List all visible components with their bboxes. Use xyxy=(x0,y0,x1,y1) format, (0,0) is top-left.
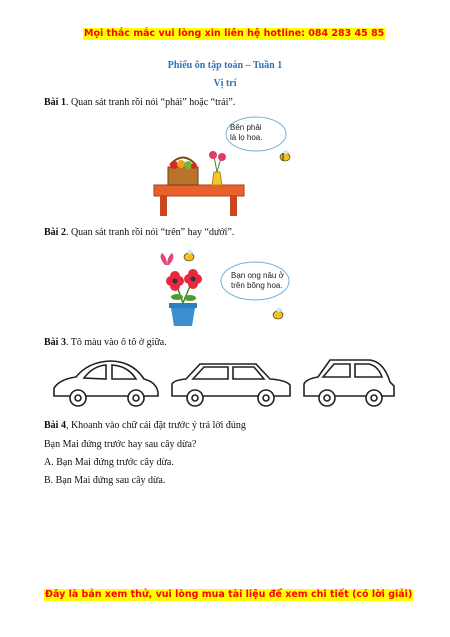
preview-notice-banner: Đây là bản xem thử, vui lòng mua tài liệu để xem chi tiết (có lời giải) xyxy=(45,589,413,600)
question-text: Bạn Mai đứng trước hay sau cây dừa? xyxy=(44,439,197,450)
option-b: B. Bạn Mai đứng sau cây dừa. xyxy=(44,475,166,486)
bubble-line: là lọ hoa. xyxy=(230,133,263,142)
bubble-line: Bạn ong nâu ở xyxy=(231,271,284,280)
exercise-3 xyxy=(44,336,167,349)
exercise-label: Bài 4 xyxy=(44,420,66,431)
exercise-1 xyxy=(44,96,235,109)
exercise-text: . Quan sát tranh rồi nói “trên” hay “dưới”. xyxy=(65,227,235,238)
option-a: A. Bạn Mai đứng trước cây dừa. xyxy=(44,457,174,468)
exercise-text: . Tô màu vào ô tô ở giữa. xyxy=(65,337,167,348)
bubble-line: trên bông hoa. xyxy=(231,281,283,290)
hotline-banner: Mọi thắc mắc vui lòng xin liên hệ hotline: 084 283 45 85 xyxy=(84,28,385,39)
bubble-2-text xyxy=(231,271,284,291)
topic-title: Vị trí xyxy=(213,78,237,89)
exercise-text: , Khoanh vào chữ cái đặt trước ý trả lời đúng xyxy=(65,420,246,431)
exercise-4 xyxy=(44,419,246,432)
bubble-1-text xyxy=(230,123,262,143)
worksheet-title: Phiếu ôn tập toán – Tuần 1 xyxy=(167,60,283,71)
exercise-text: . Quan sát tranh rồi nói “phải” hoặc “trái”. xyxy=(65,97,236,108)
exercise-label: Bài 1 xyxy=(44,97,66,108)
bubble-line: Bên phải xyxy=(230,123,262,132)
exercise-2 xyxy=(44,226,234,239)
exercise-label: Bài 2 xyxy=(44,227,66,238)
cars-illustration xyxy=(48,352,408,414)
exercise-label: Bài 3 xyxy=(44,337,66,348)
